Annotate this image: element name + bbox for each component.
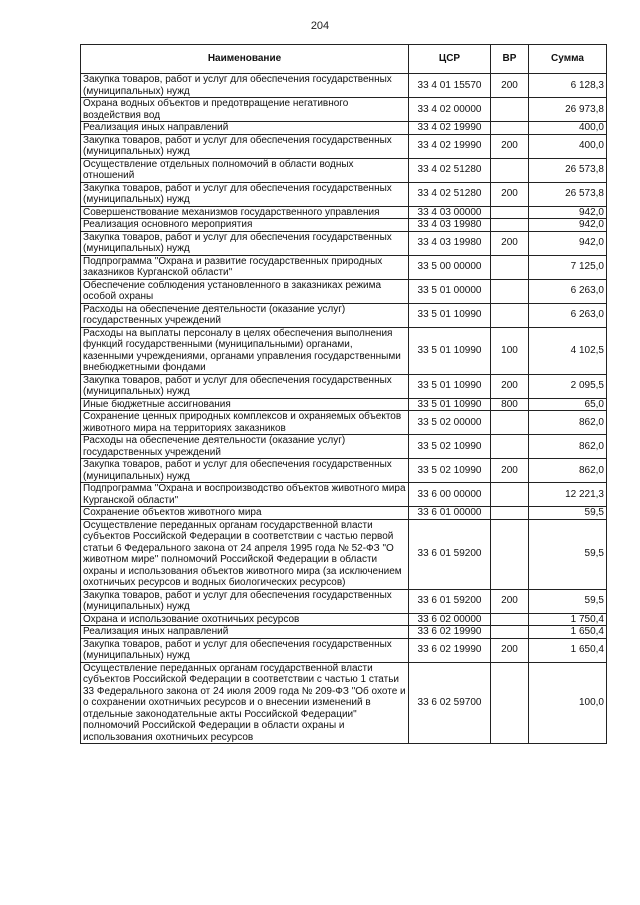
cell-vr	[491, 122, 529, 135]
cell-csr: 33 4 03 19980	[409, 231, 491, 255]
cell-csr: 33 5 00 00000	[409, 255, 491, 279]
cell-csr: 33 4 02 00000	[409, 98, 491, 122]
cell-vr	[491, 255, 529, 279]
cell-sum: 2 095,5	[529, 374, 607, 398]
table-row	[81, 626, 607, 639]
cell-sum: 862,0	[529, 435, 607, 459]
cell-csr: 33 4 03 19980	[409, 219, 491, 232]
cell-csr: 33 6 00 00000	[409, 483, 491, 507]
table-row	[81, 303, 607, 327]
cell-name: Осуществление переданных органам государственной власти субъектов Российской Федерации в соответствии с частью 1 статьи 33 Федерального закона от 24 июля 2009 года № 209-ФЗ "Об охоте и о сохранении охотничьих ресурсов и о внесении изменений в отдельные законодательные акты Российской Федерации" полномочий Российской Федерации в области охраны и использования охотничьих ресурсов	[81, 662, 409, 744]
table-row	[81, 483, 607, 507]
cell-csr: 33 6 02 19990	[409, 638, 491, 662]
header-csr: ЦСР	[409, 45, 491, 74]
cell-vr	[491, 206, 529, 219]
cell-vr	[491, 662, 529, 744]
cell-name: Подпрограмма "Охрана и воспроизводство объектов животного мира Курганской области"	[81, 483, 409, 507]
cell-vr: 200	[491, 134, 529, 158]
cell-vr: 200	[491, 231, 529, 255]
table-row	[81, 134, 607, 158]
cell-name: Охрана водных объектов и предотвращение негативного воздействия вод	[81, 98, 409, 122]
table-row	[81, 435, 607, 459]
cell-vr: 200	[491, 374, 529, 398]
cell-csr: 33 6 01 59200	[409, 519, 491, 589]
cell-name: Сохранение объектов животного мира	[81, 507, 409, 520]
table-row	[81, 519, 607, 589]
cell-sum: 59,5	[529, 589, 607, 613]
header-vr: ВР	[491, 45, 529, 74]
table-row	[81, 219, 607, 232]
cell-csr: 33 5 01 10990	[409, 327, 491, 374]
table-row	[81, 662, 607, 744]
cell-csr: 33 5 01 10990	[409, 303, 491, 327]
cell-sum: 59,5	[529, 507, 607, 520]
cell-sum: 6 263,0	[529, 303, 607, 327]
cell-csr: 33 5 02 10990	[409, 435, 491, 459]
cell-name: Закупка товаров, работ и услуг для обеспечения государственных (муниципальных) нужд	[81, 134, 409, 158]
cell-csr: 33 5 01 10990	[409, 374, 491, 398]
cell-sum: 1 650,4	[529, 626, 607, 639]
cell-sum: 100,0	[529, 662, 607, 744]
cell-name: Расходы на обеспечение деятельности (оказание услуг) государственных учреждений	[81, 435, 409, 459]
table-row	[81, 411, 607, 435]
cell-name: Закупка товаров, работ и услуг для обеспечения государственных (муниципальных) нужд	[81, 231, 409, 255]
cell-sum: 1 650,4	[529, 638, 607, 662]
cell-csr: 33 4 02 51280	[409, 182, 491, 206]
cell-vr: 800	[491, 398, 529, 411]
cell-csr: 33 5 02 00000	[409, 411, 491, 435]
cell-name: Осуществление переданных органам государственной власти субъектов Российской Федерации в соответствии с частью первой статьи 6 Федерального закона от 24 апреля 1995 года № 52-ФЗ "О животном мире" полномочий Российской Федерации в области охраны и использования объектов животного мира (за исключением охотничьих ресурсов и водных биологических ресурсов)	[81, 519, 409, 589]
cell-sum: 4 102,5	[529, 327, 607, 374]
table-body	[81, 74, 607, 744]
cell-name: Сохранение ценных природных комплексов и охраняемых объектов животного мира на территориях заказников	[81, 411, 409, 435]
cell-sum: 400,0	[529, 122, 607, 135]
table-row	[81, 398, 607, 411]
cell-vr: 100	[491, 327, 529, 374]
cell-sum: 862,0	[529, 459, 607, 483]
cell-csr: 33 6 01 59200	[409, 589, 491, 613]
cell-name: Закупка товаров, работ и услуг для обеспечения государственных (муниципальных) нужд	[81, 459, 409, 483]
cell-name: Закупка товаров, работ и услуг для обеспечения государственных (муниципальных) нужд	[81, 638, 409, 662]
table-row	[81, 638, 607, 662]
cell-name: Закупка товаров, работ и услуг для обеспечения государственных (муниципальных) нужд	[81, 374, 409, 398]
table-row	[81, 206, 607, 219]
cell-vr	[491, 411, 529, 435]
cell-name: Реализация иных направлений	[81, 122, 409, 135]
budget-table	[80, 44, 607, 744]
cell-csr: 33 6 02 00000	[409, 613, 491, 626]
table-row	[81, 74, 607, 98]
table-row	[81, 122, 607, 135]
cell-sum: 6 263,0	[529, 279, 607, 303]
cell-vr: 200	[491, 182, 529, 206]
cell-vr	[491, 98, 529, 122]
cell-csr: 33 4 02 19990	[409, 134, 491, 158]
cell-csr: 33 4 01 15570	[409, 74, 491, 98]
cell-name: Реализация основного мероприятия	[81, 219, 409, 232]
table-header-row	[81, 45, 607, 74]
page-number: 204	[310, 20, 330, 32]
cell-csr: 33 4 02 51280	[409, 158, 491, 182]
cell-sum: 942,0	[529, 231, 607, 255]
cell-name: Обеспечение соблюдения установленного в заказниках режима особой охраны	[81, 279, 409, 303]
cell-name: Охрана и использование охотничьих ресурсов	[81, 613, 409, 626]
cell-sum: 26 973,8	[529, 98, 607, 122]
table-row	[81, 613, 607, 626]
cell-name: Совершенствование механизмов государственного управления	[81, 206, 409, 219]
cell-name: Расходы на выплаты персоналу в целях обеспечения выполнения функций государственными (муниципальными) органами, казенными учреждениями, органами управления государственными внебюджетными фондами	[81, 327, 409, 374]
cell-sum: 26 573,8	[529, 158, 607, 182]
table-row	[81, 459, 607, 483]
table-row	[81, 374, 607, 398]
cell-csr: 33 6 02 59700	[409, 662, 491, 744]
cell-name: Осуществление отдельных полномочий в области водных отношений	[81, 158, 409, 182]
cell-csr: 33 4 03 00000	[409, 206, 491, 219]
table-row	[81, 98, 607, 122]
cell-vr	[491, 483, 529, 507]
table-row	[81, 255, 607, 279]
cell-sum: 942,0	[529, 219, 607, 232]
table-row	[81, 589, 607, 613]
cell-vr: 200	[491, 589, 529, 613]
cell-vr	[491, 158, 529, 182]
cell-vr	[491, 279, 529, 303]
cell-csr: 33 6 01 00000	[409, 507, 491, 520]
table-row	[81, 279, 607, 303]
cell-sum: 1 750,4	[529, 613, 607, 626]
cell-sum: 6 128,3	[529, 74, 607, 98]
cell-csr: 33 5 01 10990	[409, 398, 491, 411]
table-row	[81, 231, 607, 255]
cell-csr: 33 4 02 19990	[409, 122, 491, 135]
header-name: Наименование	[81, 45, 409, 74]
cell-vr	[491, 435, 529, 459]
cell-vr	[491, 626, 529, 639]
header-sum: Сумма	[529, 45, 607, 74]
cell-vr: 200	[491, 74, 529, 98]
cell-vr	[491, 303, 529, 327]
cell-sum: 59,5	[529, 519, 607, 589]
cell-name: Подпрограмма "Охрана и развитие государственных природных заказников Курганской области"	[81, 255, 409, 279]
cell-sum: 942,0	[529, 206, 607, 219]
cell-sum: 7 125,0	[529, 255, 607, 279]
cell-name: Закупка товаров, работ и услуг для обеспечения государственных (муниципальных) нужд	[81, 74, 409, 98]
table-row	[81, 182, 607, 206]
cell-name: Реализация иных направлений	[81, 626, 409, 639]
cell-csr: 33 5 01 00000	[409, 279, 491, 303]
table-row	[81, 327, 607, 374]
table-row	[81, 507, 607, 520]
cell-name: Иные бюджетные ассигнования	[81, 398, 409, 411]
cell-vr	[491, 219, 529, 232]
cell-sum: 26 573,8	[529, 182, 607, 206]
cell-vr: 200	[491, 638, 529, 662]
cell-sum: 400,0	[529, 134, 607, 158]
cell-sum: 65,0	[529, 398, 607, 411]
cell-csr: 33 6 02 19990	[409, 626, 491, 639]
cell-sum: 862,0	[529, 411, 607, 435]
cell-vr	[491, 519, 529, 589]
cell-vr: 200	[491, 459, 529, 483]
cell-vr	[491, 613, 529, 626]
cell-name: Закупка товаров, работ и услуг для обеспечения государственных (муниципальных) нужд	[81, 182, 409, 206]
cell-sum: 12 221,3	[529, 483, 607, 507]
cell-csr: 33 5 02 10990	[409, 459, 491, 483]
cell-name: Закупка товаров, работ и услуг для обеспечения государственных (муниципальных) нужд	[81, 589, 409, 613]
cell-vr	[491, 507, 529, 520]
table-row	[81, 158, 607, 182]
cell-name: Расходы на обеспечение деятельности (оказание услуг) государственных учреждений	[81, 303, 409, 327]
